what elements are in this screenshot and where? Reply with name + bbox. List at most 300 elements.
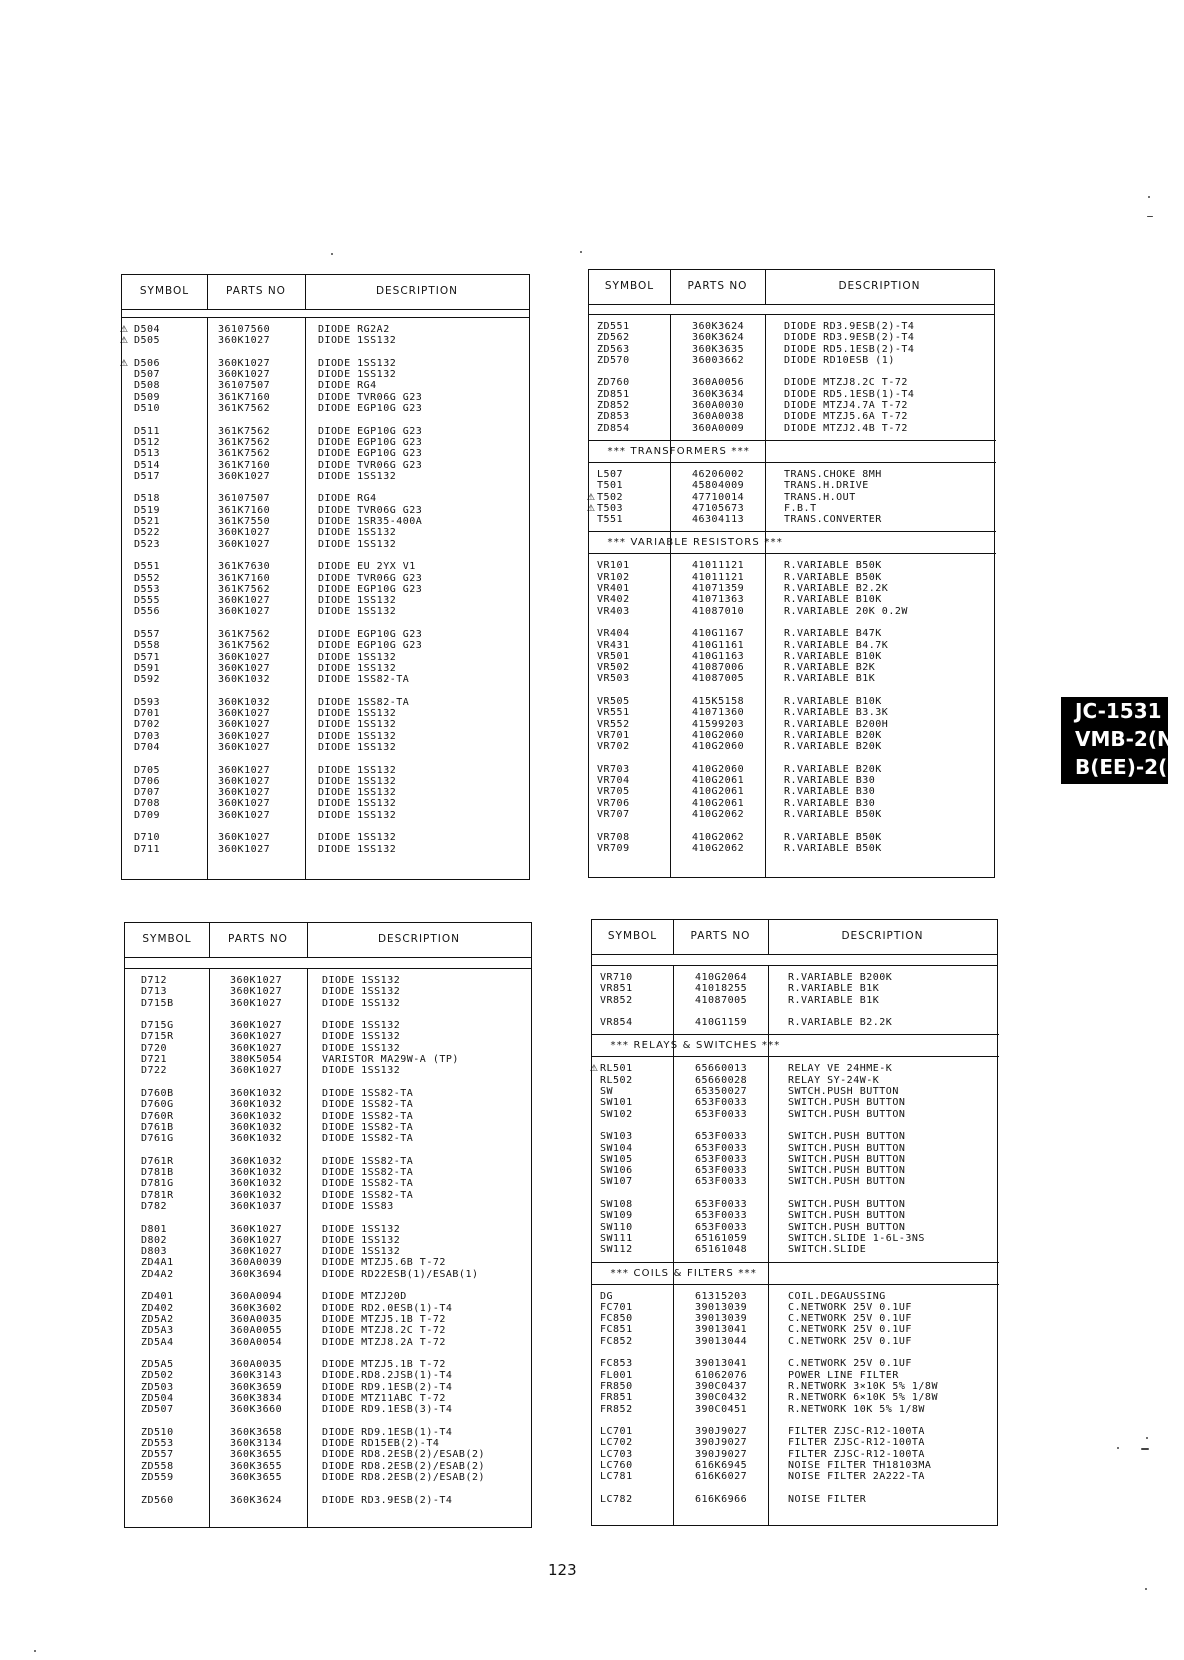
parts-no-cell: 46206002 [692, 468, 745, 480]
symbol-cell: FC701 [600, 1301, 633, 1313]
table-row [125, 1088, 531, 1099]
table-header [592, 920, 997, 955]
symbol-cell: D710 [134, 832, 161, 844]
row-spacer [592, 1006, 997, 1017]
description-cell: RELAY SY-24W-K [788, 1074, 880, 1086]
symbol-cell: D781B [141, 1167, 174, 1179]
table-row [592, 1324, 997, 1335]
description-cell: SWITCH.PUSH BUTTON [788, 1097, 906, 1109]
parts-no-cell: 360K1027 [230, 1223, 283, 1235]
parts-no-cell: 360K1032 [230, 1189, 283, 1201]
table-row [125, 1438, 531, 1449]
row-spacer [122, 550, 529, 561]
description-cell: R.VARIABLE 20K 0.2W [784, 605, 908, 617]
row-spacer [589, 617, 994, 628]
row-spacer [125, 1483, 531, 1494]
symbol-cell: ZD5A3 [141, 1325, 174, 1337]
description-cell: R.VARIABLE B50K [784, 808, 882, 820]
description-cell: FILTER ZJSC-R12-100TA [788, 1437, 925, 1449]
parts-no-cell: 360K3134 [230, 1438, 283, 1450]
description-cell: DIODE 1SS132 [318, 470, 397, 482]
table-body [122, 317, 529, 879]
symbol-cell: VR503 [597, 673, 630, 685]
description-cell: DIODE 1SS82-TA [322, 1155, 414, 1167]
table-row [125, 986, 531, 997]
parts-no-cell: 360K3634 [692, 388, 745, 400]
description-cell: SWITCH.PUSH BUTTON [788, 1131, 906, 1143]
description-cell: DIODE EGP10G G23 [318, 448, 423, 460]
description-cell: R.VARIABLE B2.2K [784, 583, 889, 595]
table-row [122, 719, 529, 730]
table-row [125, 998, 531, 1009]
parts-no-cell: 41087005 [692, 673, 745, 685]
symbol-cell: D506 [134, 357, 161, 369]
parts-no-cell: 360K1027 [218, 470, 271, 482]
parts-no-cell: 390C0437 [695, 1380, 748, 1392]
parts-no-cell: 360K1027 [230, 1042, 283, 1054]
table-row [592, 1471, 997, 1482]
parts-no-cell: 361K7562 [218, 640, 271, 652]
description-cell: DIODE 1SS132 [322, 986, 401, 998]
parts-no-cell: 410G2062 [692, 842, 745, 854]
parts-no-cell: 360K1032 [230, 1133, 283, 1145]
parts-no-cell: 410G2061 [692, 797, 745, 809]
parts-no-cell: 390C0451 [695, 1403, 748, 1415]
table-row [122, 832, 529, 843]
header-symbol: SYMBOL [604, 280, 655, 292]
description-cell: SWITCH.PUSH BUTTON [788, 1153, 906, 1165]
table-row [589, 514, 994, 525]
description-cell: DIODE EGP10G G23 [318, 436, 423, 448]
symbol-cell: D703 [134, 730, 161, 742]
table-row [122, 539, 529, 550]
table-row [125, 1404, 531, 1415]
parts-no-cell: 410G2061 [692, 775, 745, 787]
symbol-cell: LC760 [600, 1459, 633, 1471]
parts-no-cell: 390C0432 [695, 1392, 748, 1404]
table-row [587, 488, 994, 504]
symbol-cell: SW111 [600, 1232, 633, 1244]
table-row [592, 1154, 997, 1165]
description-cell: DIODE 1SS83 [322, 1200, 394, 1212]
description-cell: DIODE 1SS132 [322, 1042, 401, 1054]
table-row [122, 731, 529, 742]
header-description: DESCRIPTION [377, 933, 461, 945]
description-cell: TRANS.CHOKE 8MH [784, 468, 882, 480]
symbol-cell: D720 [141, 1042, 168, 1054]
description-cell: R.VARIABLE B1K [788, 994, 880, 1006]
table-row [589, 741, 994, 752]
description-cell: R.VARIABLE B1K [788, 983, 880, 995]
description-cell: SWITCH.PUSH BUTTON [788, 1165, 906, 1177]
description-cell: SWITCH.PUSH BUTTON [788, 1142, 906, 1154]
parts-no-cell: 410G1167 [692, 628, 745, 640]
symbol-cell: SW112 [600, 1244, 633, 1256]
header-description: DESCRIPTION [375, 285, 459, 297]
description-cell: R.VARIABLE B200H [784, 718, 889, 730]
table-row [122, 505, 529, 516]
description-cell: DIODE RG4 [318, 380, 377, 392]
table-body [592, 965, 997, 1525]
table-row [589, 832, 994, 843]
table-row [122, 606, 529, 617]
table-row [125, 975, 531, 986]
symbol-cell: LC782 [600, 1493, 633, 1505]
table-row [125, 1031, 531, 1042]
symbol-cell: SW103 [600, 1131, 633, 1143]
symbol-cell: D802 [141, 1234, 168, 1246]
table-row [592, 1199, 997, 1210]
parts-no-cell: 65161048 [695, 1244, 748, 1256]
symbol-cell: VR709 [597, 842, 630, 854]
safety-warning-icon: ⚠ [590, 1060, 599, 1076]
description-cell: POWER LINE FILTER [788, 1369, 899, 1381]
table-row [122, 380, 529, 391]
description-cell: DIODE 1SS82-TA [318, 674, 410, 686]
parts-no-cell: 36003662 [692, 354, 745, 366]
symbol-cell: ZD507 [141, 1404, 174, 1416]
description-cell: R.NETWORK 6×10K 5% 1/8W [788, 1392, 938, 1404]
header-symbol: SYMBOL [607, 930, 658, 942]
table-row [122, 629, 529, 640]
symbol-cell: D715R [141, 1031, 174, 1043]
table-row [592, 1097, 997, 1108]
symbol-cell: FC850 [600, 1313, 633, 1325]
parts-no-cell: 360K3143 [230, 1370, 283, 1382]
symbol-cell: D715B [141, 997, 174, 1009]
symbol-cell: ZD562 [597, 332, 630, 344]
description-cell: C.NETWORK 25V 0.1UF [788, 1324, 912, 1336]
description-cell: DIODE EU 2YX V1 [318, 561, 416, 573]
parts-no-cell: 360K1027 [218, 357, 271, 369]
table-row [587, 499, 994, 515]
symbol-cell: VR501 [597, 650, 630, 662]
table-row [125, 1111, 531, 1122]
symbol-cell: D507 [134, 369, 161, 381]
description-cell: DIODE MTZJ5.1B T-72 [322, 1313, 446, 1325]
table-row [125, 1043, 531, 1054]
table-row [592, 1370, 997, 1381]
description-cell: C.NETWORK 25V 0.1UF [788, 1358, 912, 1370]
table-row [589, 786, 994, 797]
description-cell: DIODE TVR06G G23 [318, 459, 423, 471]
description-cell: DIODE RD5.1ESB(1)-T4 [784, 388, 915, 400]
table-row [125, 1235, 531, 1246]
symbol-cell: D508 [134, 380, 161, 392]
section-heading [591, 1034, 999, 1057]
description-cell: R.NETWORK 3×10K 5% 1/8W [788, 1380, 938, 1392]
description-cell: R.VARIABLE B3.3K [784, 707, 889, 719]
table-row [592, 1233, 997, 1244]
table-header [125, 923, 531, 958]
parts-no-cell: 653F0033 [695, 1153, 748, 1165]
table-row [592, 1210, 997, 1221]
parts-table-bottom-right [591, 919, 998, 1526]
model-side-tab [1061, 697, 1184, 784]
description-cell: DIODE MTZJ20D [322, 1291, 407, 1303]
parts-no-cell: 41087006 [692, 662, 745, 674]
table-row [592, 1075, 997, 1086]
safety-warning-icon: ⚠ [587, 488, 596, 504]
description-cell: DIODE TVR06G G23 [318, 572, 423, 584]
symbol-cell: SW104 [600, 1142, 633, 1154]
symbol-cell: ZD553 [141, 1438, 174, 1450]
table-row [122, 810, 529, 821]
table-row [122, 460, 529, 471]
description-cell: NOISE FILTER [788, 1493, 867, 1505]
table-row [122, 584, 529, 595]
parts-no-cell: 360K1032 [230, 1178, 283, 1190]
symbol-cell: FR850 [600, 1380, 633, 1392]
parts-no-cell: 39013044 [695, 1335, 748, 1347]
parts-no-cell: 360A0056 [692, 377, 745, 389]
description-cell: DIODE RD9.1ESB(3)-T4 [322, 1404, 453, 1416]
symbol-cell: D557 [134, 629, 161, 641]
table-row [122, 516, 529, 527]
parts-no-cell: 410G2061 [692, 786, 745, 798]
table-row [125, 1167, 531, 1178]
table-header [122, 275, 529, 310]
table-row [122, 776, 529, 787]
parts-no-cell: 39013039 [695, 1301, 748, 1313]
description-cell: DIODE MTZJ8.2C T-72 [322, 1325, 446, 1337]
parts-no-cell: 360K1027 [218, 787, 271, 799]
symbol-cell: D509 [134, 391, 161, 403]
table-row [122, 652, 529, 663]
parts-no-cell: 653F0033 [695, 1210, 748, 1222]
description-cell: R.VARIABLE B30 [784, 786, 876, 798]
symbol-cell: ZD551 [597, 321, 630, 332]
table-row [122, 697, 529, 708]
description-cell: R.VARIABLE B10K [784, 696, 882, 708]
description-cell: DIODE RD10ESB (1) [784, 354, 895, 366]
parts-no-cell: 360K3655 [230, 1472, 283, 1484]
symbol-cell: D522 [134, 527, 161, 539]
table-row [589, 344, 994, 355]
description-cell: R.NETWORK 10K 5% 1/8W [788, 1403, 925, 1415]
description-cell: DIODE RD3.9ESB(2)-T4 [322, 1494, 453, 1506]
row-spacer [589, 685, 994, 696]
description-cell: SWITCH.SLIDE 1-6L-3NS [788, 1232, 925, 1244]
table-row [592, 1460, 997, 1471]
description-cell: F.B.T [784, 502, 817, 514]
symbol-cell: ZD851 [597, 388, 630, 400]
description-cell: DIODE 1SS132 [318, 843, 397, 855]
table-row [125, 1065, 531, 1076]
table-row [589, 355, 994, 366]
parts-no-cell: 360A0009 [692, 422, 745, 434]
parts-no-cell: 41071360 [692, 707, 745, 719]
parts-no-cell: 390J9027 [695, 1437, 748, 1449]
safety-warning-icon: ⚠ [120, 332, 129, 348]
parts-no-cell: 360K1027 [218, 719, 271, 731]
parts-no-cell: 360K1027 [230, 1246, 283, 1258]
description-cell: DIODE RD5.1ESB(2)-T4 [784, 343, 915, 355]
table-row [125, 1370, 531, 1381]
parts-no-cell: 360K1027 [218, 730, 271, 742]
parts-no-cell: 360K1027 [230, 1234, 283, 1246]
parts-no-cell: 653F0033 [695, 1097, 748, 1109]
description-cell: NOISE FILTER 2A222-TA [788, 1471, 925, 1483]
description-cell: DIODE 1SS132 [318, 719, 397, 731]
safety-warning-icon: ⚠ [587, 499, 596, 515]
description-cell: C.NETWORK 25V 0.1UF [788, 1313, 912, 1325]
description-cell: DIODE 1SS82-TA [322, 1133, 414, 1145]
parts-no-cell: 360A0038 [692, 411, 745, 423]
parts-no-cell: 410G1159 [695, 1017, 748, 1029]
table-row [122, 674, 529, 685]
header-parts-no: PARTS NO [690, 930, 751, 942]
symbol-cell: VR551 [597, 707, 630, 719]
description-cell: DIODE 1SS82-TA [322, 1167, 414, 1179]
description-cell: DIODE MTZJ8.2A T-72 [322, 1336, 446, 1348]
table-row [125, 1269, 531, 1280]
description-cell: DIODE 1SS132 [318, 730, 397, 742]
parts-no-cell: 361K7562 [218, 436, 271, 448]
parts-no-cell: 360K1027 [218, 335, 271, 347]
parts-no-cell: 410G1163 [692, 650, 745, 662]
table-row [122, 798, 529, 809]
row-spacer [592, 1347, 997, 1358]
description-cell: DIODE 1SS132 [318, 357, 397, 369]
parts-no-cell: 360K1027 [230, 1031, 283, 1043]
description-cell: DIODE MTZJ5.6B T-72 [322, 1257, 446, 1269]
description-cell: C.NETWORK 25V 0.1UF [788, 1301, 912, 1313]
description-cell: R.VARIABLE B2.2K [788, 1017, 893, 1029]
symbol-cell: VR101 [597, 560, 630, 572]
row-spacer [122, 753, 529, 764]
table-row [122, 573, 529, 584]
symbol-cell: RL501 [600, 1063, 633, 1075]
symbol-cell: D705 [134, 764, 161, 776]
table-row [125, 1359, 531, 1370]
table-row [589, 400, 994, 411]
symbol-cell: D713 [141, 986, 168, 998]
table-row [589, 480, 994, 491]
section-heading [591, 1262, 999, 1285]
symbol-cell: D521 [134, 516, 161, 528]
parts-no-cell: 41011121 [692, 560, 745, 572]
symbol-cell: SW109 [600, 1210, 633, 1222]
symbol-cell: D558 [134, 640, 161, 652]
parts-no-cell: 360K3635 [692, 343, 745, 355]
symbol-cell: ZD401 [141, 1291, 174, 1303]
table-row [589, 377, 994, 388]
parts-no-cell: 39013041 [695, 1324, 748, 1336]
section-heading [588, 531, 996, 554]
parts-no-cell: 415K5158 [692, 696, 745, 708]
description-cell: DIODE MTZJ5.6A T-72 [784, 411, 908, 423]
symbol-cell: D513 [134, 448, 161, 460]
parts-no-cell: 361K7160 [218, 572, 271, 584]
description-cell: DIODE 1SS132 [322, 1246, 401, 1258]
parts-no-cell: 360A0039 [230, 1257, 283, 1269]
parts-no-cell: 360K3658 [230, 1426, 283, 1438]
parts-no-cell: 360K1027 [230, 997, 283, 1009]
table-row [120, 332, 529, 348]
table-row [592, 1302, 997, 1313]
parts-no-cell: 41087005 [695, 994, 748, 1006]
description-cell: DIODE 1SS132 [322, 1031, 401, 1043]
table-row [122, 437, 529, 448]
description-cell: DIODE 1SS132 [318, 335, 397, 347]
table-row [589, 423, 994, 434]
parts-no-cell: 360K1032 [230, 1155, 283, 1167]
table-row [125, 1303, 531, 1314]
symbol-cell: D781R [141, 1189, 174, 1201]
parts-no-cell: 360K1027 [218, 832, 271, 844]
description-cell: DIODE EGP10G G23 [318, 403, 423, 415]
description-cell: SWITCH.SLIDE [788, 1244, 867, 1256]
symbol-cell: VR702 [597, 741, 630, 753]
table-row [592, 983, 997, 994]
table-row [592, 1494, 997, 1505]
description-cell: DIODE 1SS132 [318, 741, 397, 753]
row-spacer [125, 1009, 531, 1020]
parts-no-cell: 47105673 [692, 502, 745, 514]
table-row [592, 1426, 997, 1437]
table-row [589, 469, 994, 480]
table-row [125, 1427, 531, 1438]
table-row [589, 719, 994, 730]
description-cell: DIODE 1SS132 [318, 775, 397, 787]
parts-no-cell: 361K7160 [218, 504, 271, 516]
parts-no-cell: 41071363 [692, 594, 745, 606]
parts-no-cell: 36107560 [218, 324, 271, 335]
symbol-cell: D760R [141, 1110, 174, 1122]
symbol-cell: ZD560 [141, 1494, 174, 1506]
row-spacer [125, 1416, 531, 1427]
symbol-cell: ZD559 [141, 1472, 174, 1484]
description-cell: SWITCH.PUSH BUTTON [788, 1221, 906, 1233]
description-cell: SWITCH.PUSH BUTTON [788, 1210, 906, 1222]
symbol-cell: D760B [141, 1087, 174, 1099]
parts-no-cell: 616K6945 [695, 1459, 748, 1471]
symbol-cell: VR552 [597, 718, 630, 730]
symbol-cell: D712 [141, 975, 168, 986]
description-cell: DIODE 1SS82-TA [322, 1121, 414, 1133]
table-row [125, 1461, 531, 1472]
description-cell: DIODE RG4 [318, 493, 377, 505]
parts-no-cell: 380K5054 [230, 1054, 283, 1066]
symbol-cell: VR708 [597, 831, 630, 843]
parts-no-cell: 65660013 [695, 1063, 748, 1075]
parts-no-cell: 390J9027 [695, 1448, 748, 1460]
symbol-cell: D593 [134, 696, 161, 708]
description-cell: SWITCH.PUSH BUTTON [788, 1108, 906, 1120]
symbol-cell: SW106 [600, 1165, 633, 1177]
parts-no-cell: 361K7550 [218, 516, 271, 528]
table-row [125, 1099, 531, 1110]
table-row [590, 1060, 997, 1076]
description-cell: R.VARIABLE B30 [784, 775, 876, 787]
parts-no-cell: 653F0033 [695, 1199, 748, 1211]
symbol-cell: VR505 [597, 696, 630, 708]
symbol-cell: D711 [134, 843, 161, 855]
parts-no-cell: 360A0094 [230, 1291, 283, 1303]
table-row [592, 1291, 997, 1302]
symbol-cell: D556 [134, 606, 161, 618]
parts-no-cell: 616K6966 [695, 1493, 748, 1505]
description-cell: SWITCH.PUSH BUTTON [788, 1199, 906, 1211]
symbol-cell: L507 [597, 468, 624, 480]
table-row [125, 1190, 531, 1201]
parts-no-cell: 360K1032 [230, 1087, 283, 1099]
description-cell: DIODE 1SR35-400A [318, 516, 423, 528]
symbol-cell: T551 [597, 514, 624, 526]
table-row [589, 583, 994, 594]
description-cell: DIODE RD22ESB(1)/ESAB(1) [322, 1268, 479, 1280]
